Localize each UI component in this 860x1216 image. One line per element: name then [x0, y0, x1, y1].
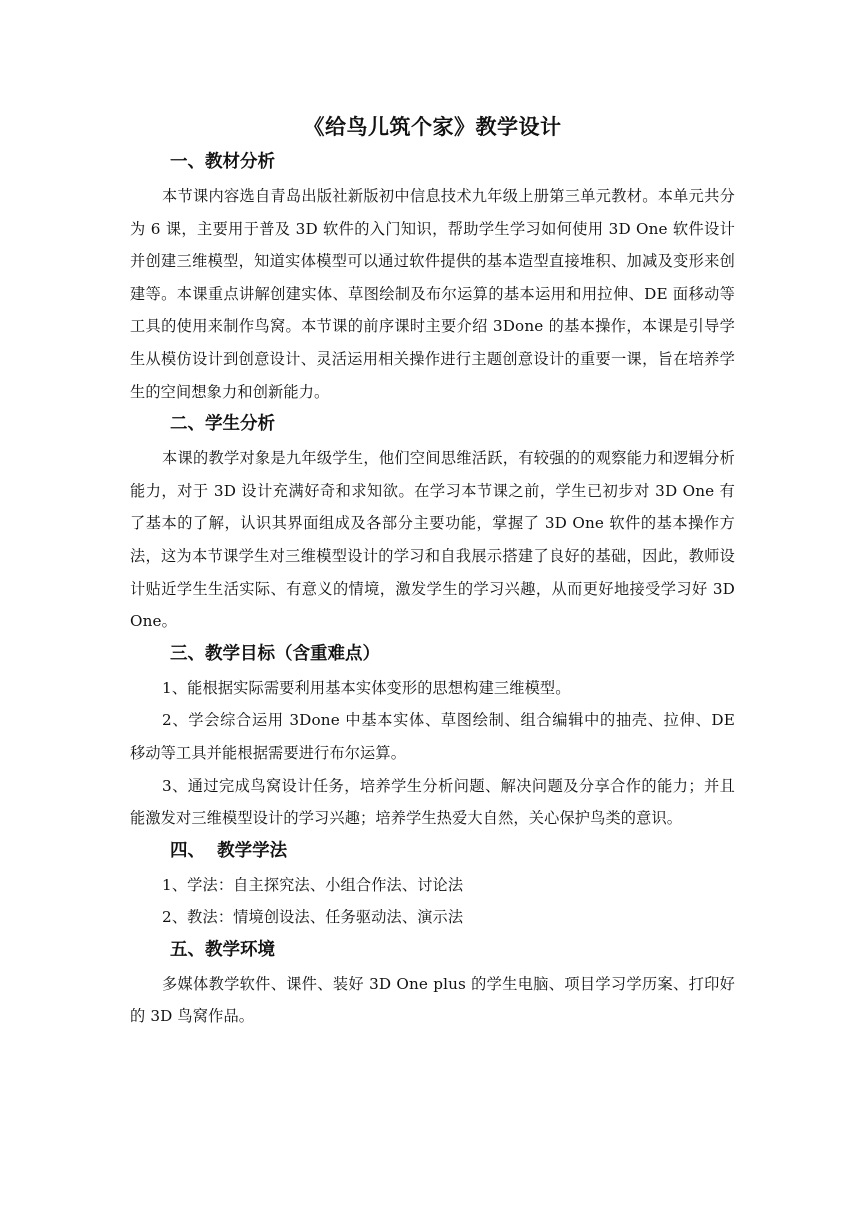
section-teaching-methods	[130, 837, 735, 934]
section-paragraph: 多媒体教学软件、课件、装好 3D One plus 的学生电脑、项目学习学历案、打印好的 3D 鸟窝作品。	[130, 974, 735, 1026]
document-page	[130, 112, 735, 1033]
section-paragraph: 本节课内容选自青岛出版社新版初中信息技术九年级上册第三单元教材。本单元共分为 6 课，主要用于普及 3D 软件的入门知识，帮助学生学习如何使用 3D One 软件设计并创建三维模型，知道实体模型可以通过软件提供的基本造型直接堆积、加减及变形来创建等。本课重点讲解创建实体、草图绘制及布尔运算的基本运用和用拉伸、DE 面移动等工具的使用来制作鸟窝。本节课的前序课时主要介绍 3Done 的基本操作，本课是引导学生从模仿设计到创意设计、灵活运用相关操作进行主题创意设计的重要一课，旨在培养学生的空间想象力和创新能力。	[130, 187, 735, 401]
section-heading: 五、教学环境	[170, 939, 275, 960]
section-heading: 四、 教学学法	[170, 840, 288, 861]
section-heading: 三、教学目标（含重难点）	[170, 643, 380, 664]
section-teaching-environment	[130, 936, 735, 1033]
section-heading: 二、学生分析	[170, 414, 275, 435]
section-textbook-analysis	[130, 148, 735, 408]
section-student-analysis	[130, 410, 735, 638]
method-item: 2、教法：情境创设法、任务驱动法、演示法	[162, 908, 464, 927]
method-item: 1、学法：自主探究法、小组合作法、讨论法	[162, 875, 464, 894]
section-paragraph: 本课的教学对象是九年级学生，他们空间思维活跃，有较强的的观察能力和逻辑分析能力，对于 3D 设计充满好奇和求知欲。在学习本节课之前，学生已初步对 3D One 有了基本的了解，认识其界面组成及各部分主要功能，掌握了 3D One 软件的基本操作方法，这为本节课学生对三维模型设计的学习和自我展示搭建了良好的基础，因此，教师设计贴近学生生活实际、有意义的情境，激发学生的学习兴趣，从而更好地接受学习好 3D One。	[130, 449, 735, 631]
objective-item: 3、通过完成鸟窝设计任务，培养学生分析问题、解决问题及分享合作的能力；并且能激发对三维模型设计的学习兴趣；培养学生热爱大自然，关心保护鸟类的意识。	[130, 776, 735, 828]
document-title: 《给鸟儿筑个家》教学设计	[303, 115, 562, 139]
objective-item: 2、学会综合运用 3Done 中基本实体、草图绘制、组合编辑中的抽壳、拉伸、DE 移动等工具并能根据需要进行布尔运算。	[130, 711, 735, 762]
section-teaching-objectives	[130, 640, 735, 835]
section-heading: 一、教材分析	[170, 152, 275, 172]
objective-item: 1、能根据实际需要利用基本实体变形的思想构建三维模型。	[162, 678, 571, 697]
